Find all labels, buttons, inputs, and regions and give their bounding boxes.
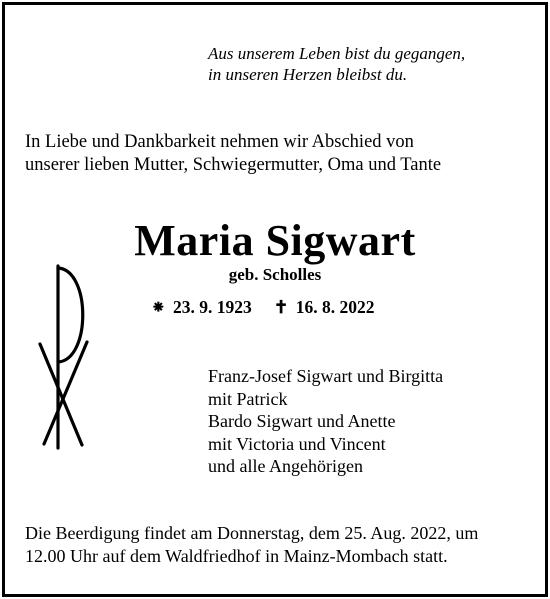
death-date: 16. 8. 2022 bbox=[295, 297, 375, 317]
motto-quote bbox=[208, 43, 465, 85]
mourner-line: mit Victoria und Vincent bbox=[208, 433, 386, 454]
birth-star-icon: ⁕ bbox=[151, 297, 166, 317]
life-dates bbox=[151, 296, 375, 318]
obituary-notice bbox=[2, 2, 548, 597]
intro-text bbox=[25, 131, 441, 177]
funeral-line-1: Die Beerdigung findet am Donnerstag, dem 25. Aug. 2022, um bbox=[25, 523, 479, 543]
mourner-line: und alle Angehörigen bbox=[208, 456, 363, 476]
funeral-line-2: 12.00 Uhr auf dem Waldfriedhof in Mainz-Mombach statt. bbox=[25, 545, 448, 566]
deceased-name: Maria Sigwart bbox=[134, 216, 416, 265]
death-cross-icon: ✝ bbox=[273, 297, 289, 317]
mourners-list bbox=[208, 365, 443, 478]
intro-line-1: In Liebe und Dankbarkeit nehmen wir Abschied von bbox=[25, 132, 414, 152]
chi-rho-icon bbox=[35, 262, 95, 454]
motto-line-1: Aus unserem Leben bist du gegangen, bbox=[208, 44, 466, 63]
mourner-line: Bardo Sigwart und Anette bbox=[208, 411, 396, 431]
birth-date: 23. 9. 1923 bbox=[173, 297, 252, 317]
mourner-line: Franz-Josef Sigwart und Birgitta bbox=[208, 366, 444, 386]
motto-line-2: in unseren Herzen bleibst du. bbox=[208, 65, 408, 84]
mourner-line: mit Patrick bbox=[208, 388, 288, 409]
funeral-info bbox=[25, 522, 478, 567]
birth-name: geb. Scholles bbox=[228, 265, 322, 284]
intro-line-2: unserer lieben Mutter, Schwiegermutter, Oma und Tante bbox=[25, 155, 442, 175]
